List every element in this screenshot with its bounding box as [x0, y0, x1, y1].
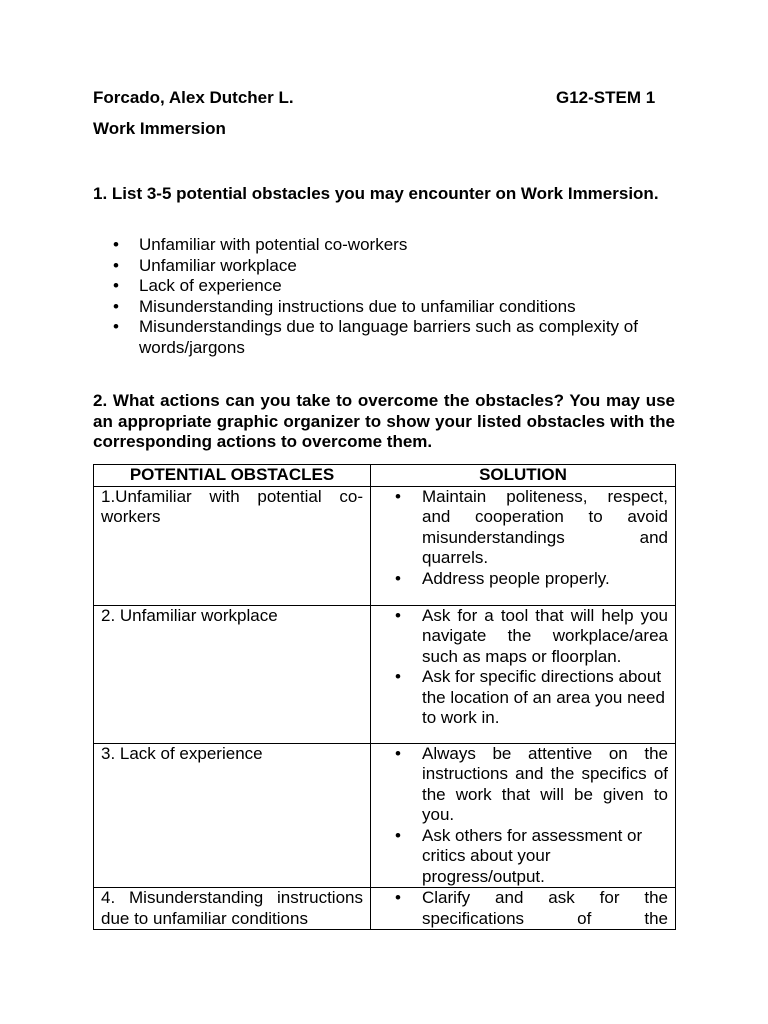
list-item: • Unfamiliar workplace — [110, 256, 675, 277]
obstacle-list — [110, 235, 675, 358]
column-header-solution: SOLUTION — [371, 465, 676, 487]
list-item: • Misunderstanding instructions due to unfamiliar conditions — [110, 297, 675, 318]
solution-item: • Always be attentive on the instructions and the specifics of the work that will be given to you. — [422, 744, 668, 826]
solution-item: • Ask for specific directions about the location of an area you need to work in. — [422, 667, 668, 729]
solution-item: • Ask for a tool that will help you navigate the workplace/area such as maps or floorplan. — [422, 606, 668, 668]
grade-section: G12-STEM 1 — [556, 88, 656, 107]
obstacles-solutions-table — [93, 464, 676, 930]
solution-item: • Ask others for assessment or critics about your progress/output. — [422, 826, 668, 888]
obstacle-cell: 2. Unfamiliar workplace — [94, 605, 371, 743]
column-header-obstacles: POTENTIAL OBSTACLES — [94, 465, 371, 487]
solution-cell — [371, 605, 676, 743]
solution-item: • Maintain politeness, respect, and cooperation to avoid misunderstandings and quarrels. — [422, 487, 668, 569]
list-item: • Unfamiliar with potential co-workers — [110, 235, 675, 256]
student-name: Forcado, Alex Dutcher L. — [93, 88, 294, 107]
solution-item: • Address people properly. — [422, 569, 668, 590]
obstacle-cell: 4. Misunderstanding instructions due to unfamiliar conditions — [94, 888, 371, 930]
obstacle-cell: 1.Unfamiliar with potential co-workers — [94, 486, 371, 605]
table-header-row — [94, 465, 676, 487]
solution-item: • Clarify and ask for the specifications of the — [422, 888, 668, 929]
subject-title: Work Immersion — [93, 119, 226, 138]
question-1: 1. List 3-5 potential obstacles you may encounter on Work Immersion. — [93, 184, 659, 203]
solution-cell — [371, 486, 676, 605]
solution-cell — [371, 743, 676, 888]
list-item: • Misunderstandings due to language barriers such as complexity of words/jargons — [110, 317, 675, 358]
table-row — [94, 605, 676, 743]
list-item: • Lack of experience — [110, 276, 675, 297]
table-row — [94, 888, 676, 930]
solution-cell — [371, 888, 676, 930]
question-2: 2. What actions can you take to overcome the obstacles? You may use an appropriate graphic organizer to show your listed obstacles with the corresponding actions to overcome them. — [93, 391, 675, 451]
obstacle-cell: 3. Lack of experience — [94, 743, 371, 888]
table-row — [94, 486, 676, 605]
table-row — [94, 743, 676, 888]
